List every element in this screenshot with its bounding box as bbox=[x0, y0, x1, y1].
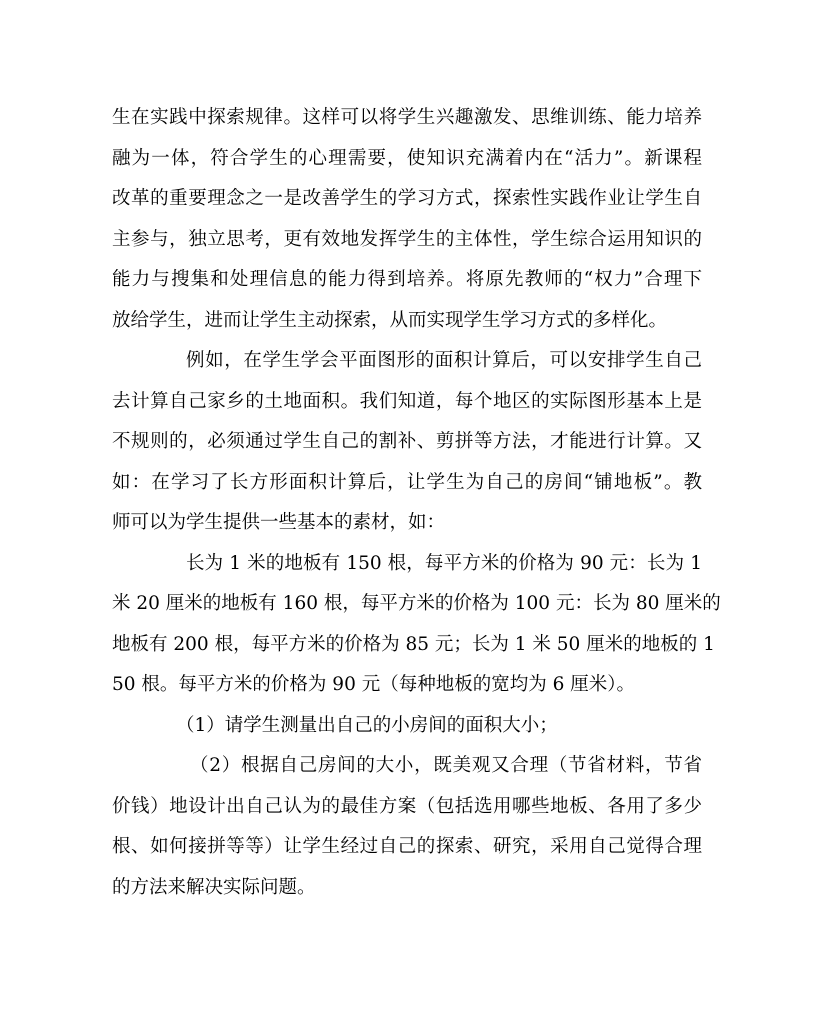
paragraph-2 bbox=[112, 341, 702, 544]
text-line: 米 20 厘米的地板有 160 根，每平方米的价格为 100 元：长为 80 厘米的 bbox=[112, 593, 721, 614]
text-line: 根、如何接拼等等）让学生经过自己的探索、研究，采用自己觉得合理 bbox=[112, 836, 702, 857]
text-line: （1）请学生测量出自己的小房间的面积大小； bbox=[176, 714, 558, 736]
text-line: 能力与搜集和处理信息的能力得到培养。将原先教师的“权力”合理下 bbox=[112, 269, 702, 290]
text-line: 融为一体，符合学生的心理需要，使知识充满着内在“活力”。新课程 bbox=[112, 147, 702, 169]
text-line: 放给学生，进而让学生主动探索，从而实现学生学习方式的多样化。 bbox=[112, 309, 668, 331]
text-line: 不规则的，必须通过学生自己的割补、剪拼等方法，才能进行计算。又 bbox=[112, 431, 702, 452]
text-line: 50 根。每平方米的价格为 90 元（每种地板的宽均为 6 厘米）。 bbox=[112, 674, 636, 695]
text-line: 生在实践中探索规律。这样可以将学生兴趣激发、思维训练、能力培养 bbox=[112, 107, 702, 128]
text-line: 师可以为学生提供一些基本的素材，如： bbox=[112, 512, 446, 533]
text-line: 如：在学习了长方形面积计算后，让学生为自己的房间“铺地板”。教 bbox=[112, 471, 702, 493]
text-line: 去计算自己家乡的土地面积。我们知道，每个地区的实际图形基本上是 bbox=[112, 390, 702, 412]
text-line: 改革的重要理念之一是改善学生的学习方式，探索性实践作业让学生自 bbox=[112, 188, 702, 209]
text-line: （2）根据自己房间的大小，既美观又合理（节省材料，节省 bbox=[190, 755, 702, 776]
paragraph-1 bbox=[112, 98, 702, 341]
paragraph-4 bbox=[112, 706, 702, 747]
text-line: 长为 1 米的地板有 150 根，每平方米的价格为 90 元：长为 1 bbox=[186, 552, 702, 574]
document-body bbox=[112, 98, 721, 908]
text-line: 地板有 200 根，每平方米的价格为 85 元；长为 1 米 50 厘米的地板的 1 bbox=[112, 633, 715, 655]
text-line: 价钱）地设计出自己认为的最佳方案（包括选用哪些地板、各用了多少 bbox=[112, 795, 702, 817]
paragraph-3 bbox=[112, 544, 721, 706]
text-line: 主参与，独立思考，更有效地发挥学生的主体性，学生综合运用知识的 bbox=[112, 228, 702, 250]
text-line: 例如，在学生学会平面图形的面积计算后，可以安排学生自己 bbox=[186, 350, 702, 371]
paragraph-5 bbox=[112, 746, 702, 908]
text-line: 的方法来解决实际问题。 bbox=[112, 876, 316, 898]
